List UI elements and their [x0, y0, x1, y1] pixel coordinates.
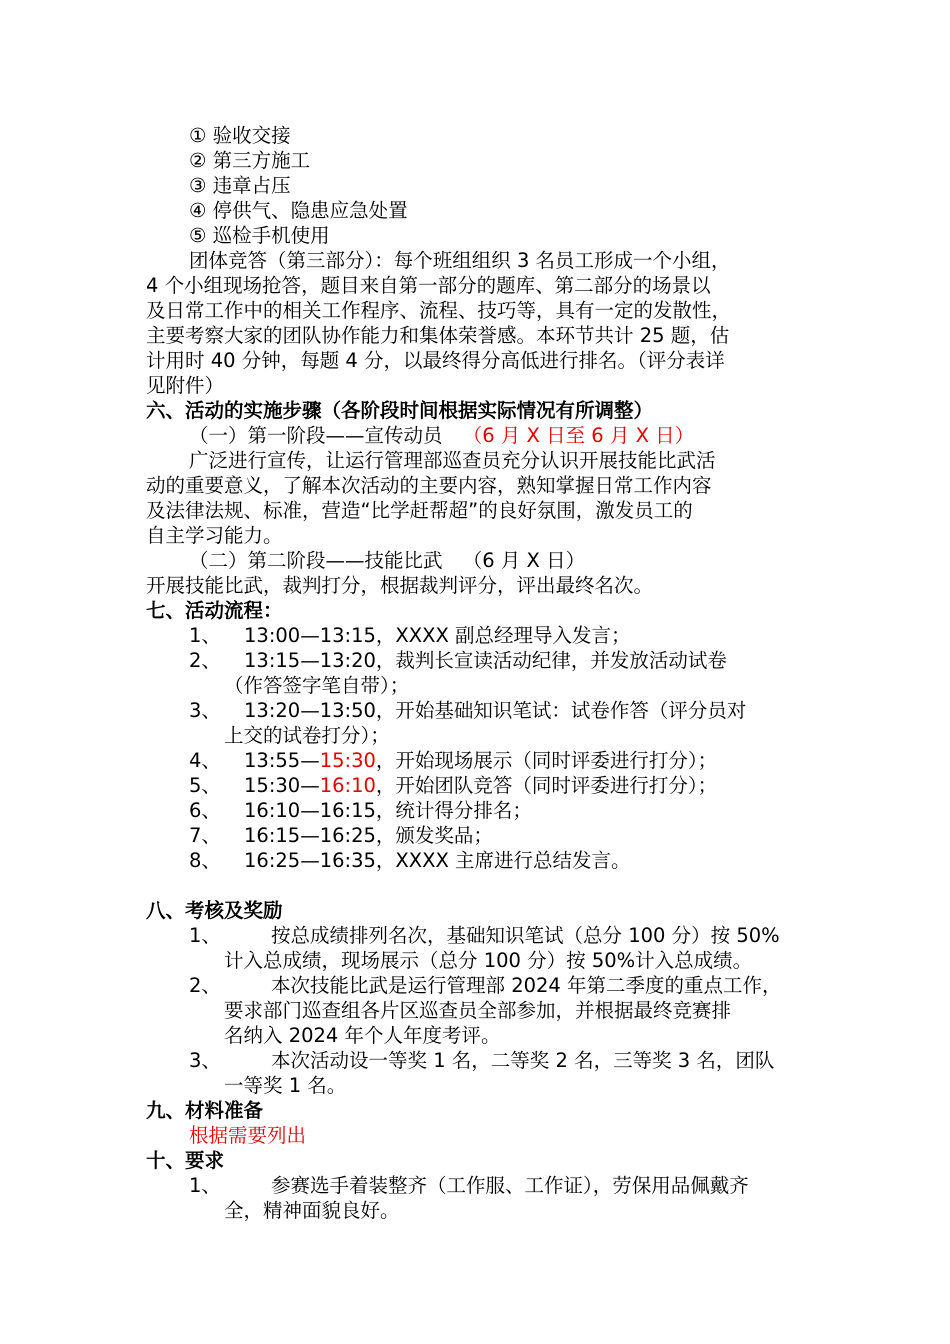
- paragraph-line: 广泛进行宣传，让运行管理部巡查员充分认识开展技能比武活: [189, 449, 716, 472]
- item-text: 参赛选手着装整齐（工作服、工作证），劳保用品佩戴齐: [271, 1174, 749, 1197]
- item-number: 1、: [189, 924, 221, 947]
- list-item: ① 验收交接: [189, 124, 291, 147]
- paragraph-line: 见附件）: [146, 374, 225, 397]
- paragraph-line: 及日常工作中的相关工作程序、流程、技巧等，具有一定的发散性，: [146, 299, 732, 322]
- phase-title: [189, 423, 694, 448]
- item-text: 全，精神面貌良好。: [224, 1199, 400, 1222]
- item-text: 要求部门巡查组各片区巡查员全部参加，并根据最终竞赛排: [224, 999, 732, 1022]
- step-text: （作答签字笔自带）；: [224, 674, 410, 697]
- time-end: 15:30: [319, 749, 376, 772]
- step-text: 上交的试卷打分）；: [224, 724, 390, 747]
- time-end: 16:10: [319, 774, 376, 797]
- item-number: 1、: [189, 1174, 221, 1197]
- paragraph-line: 及法律法规、标准，营造“比学赶帮超”的良好氛围，激发员工的: [146, 499, 693, 522]
- step-number: 7、: [189, 824, 221, 847]
- paragraph-line: 开展技能比武，裁判打分，根据裁判评分，评出最终名次。: [146, 574, 654, 597]
- item-number: 2、: [189, 974, 221, 997]
- paragraph-line: 自主学习能力。: [146, 524, 283, 547]
- step-text: 13:15—13:20，裁判长宣读活动纪律，并发放活动试卷: [244, 649, 727, 672]
- item-text: 按总成绩排列名次，基础知识笔试（总分 100 分）按 50%: [271, 924, 780, 947]
- item-text: 本次技能比武是运行管理部 2024 年第二季度的重点工作，: [271, 974, 782, 997]
- step-text: 16:10—16:15，统计得分排名；: [244, 799, 532, 822]
- item-number: 3、: [189, 1049, 221, 1072]
- list-item: ⑤ 巡检手机使用: [189, 224, 330, 247]
- step-text: [244, 773, 717, 798]
- step-number: 8、: [189, 849, 221, 872]
- step-text: 16:25—16:35，XXXX 主席进行总结发言。: [244, 849, 631, 872]
- materials-note: 根据需要列出: [189, 1124, 307, 1147]
- list-item: ③ 违章占压: [189, 174, 291, 197]
- paragraph-line: 计用时 40 分钟，每题 4 分，以最终得分高低进行排名。（评分表详: [146, 349, 725, 372]
- step-number: 4、: [189, 749, 221, 772]
- phase-date: （6 月 X 日至 6 月 X 日）: [462, 424, 695, 447]
- step-number: 2、: [189, 649, 221, 672]
- section-heading: 七、活动流程：: [146, 599, 283, 622]
- item-text: 一等奖 1 名。: [224, 1074, 347, 1097]
- list-item: ④ 停供气、隐患应急处置: [189, 199, 408, 222]
- paragraph-line: 团体竞答（第三部分）：每个班组组织 3 名员工形成一个小组，: [189, 249, 731, 272]
- phase-title: [189, 548, 585, 573]
- item-text: 本次活动设一等奖 1 名，二等奖 2 名，三等奖 3 名，团队: [271, 1049, 775, 1072]
- section-heading: 八、考核及奖励: [146, 899, 283, 922]
- step-text: 13:00—13:15，XXXX 副总经理导入发言；: [244, 624, 631, 647]
- list-item: ② 第三方施工: [189, 149, 311, 172]
- paragraph-line: 4 个小组现场抢答，题目来自第一部分的题库、第二部分的场景以: [146, 274, 711, 297]
- step-desc: ，开始现场展示（同时评委进行打分）；: [375, 749, 718, 772]
- item-text: 计入总成绩，现场展示（总分 100 分）按 50%计入总成绩。: [224, 949, 753, 972]
- step-number: 3、: [189, 699, 221, 722]
- paragraph-line: 主要考察大家的团队协作能力和集体荣誉感。本环节共计 25 题，估: [146, 324, 730, 347]
- step-text: [244, 748, 717, 773]
- step-desc: ，开始团队竞答（同时评委进行打分）；: [375, 774, 718, 797]
- step-text: 13:20—13:50，开始基础知识笔试：试卷作答（评分员对: [244, 699, 747, 722]
- section-heading: 十、要求: [146, 1149, 225, 1172]
- item-text: 名纳入 2024 年个人年度考评。: [224, 1024, 501, 1047]
- time-start: 13:55—: [244, 749, 320, 772]
- section-heading: 九、材料准备: [146, 1099, 264, 1122]
- step-text: 16:15—16:25，颁发奖品；: [244, 824, 493, 847]
- phase-title-text: （二）第二阶段——技能比武: [189, 549, 443, 572]
- section-heading: 六、活动的实施步骤（各阶段时间根据实际情况有所调整）: [146, 399, 654, 422]
- step-number: 5、: [189, 774, 221, 797]
- phase-date: （6 月 X 日）: [462, 549, 586, 572]
- phase-title-text: （一）第一阶段——宣传动员: [189, 424, 443, 447]
- paragraph-line: 动的重要意义，了解本次活动的主要内容，熟知掌握日常工作内容: [146, 474, 712, 497]
- time-start: 15:30—: [244, 774, 320, 797]
- step-number: 1、: [189, 624, 221, 647]
- step-number: 6、: [189, 799, 221, 822]
